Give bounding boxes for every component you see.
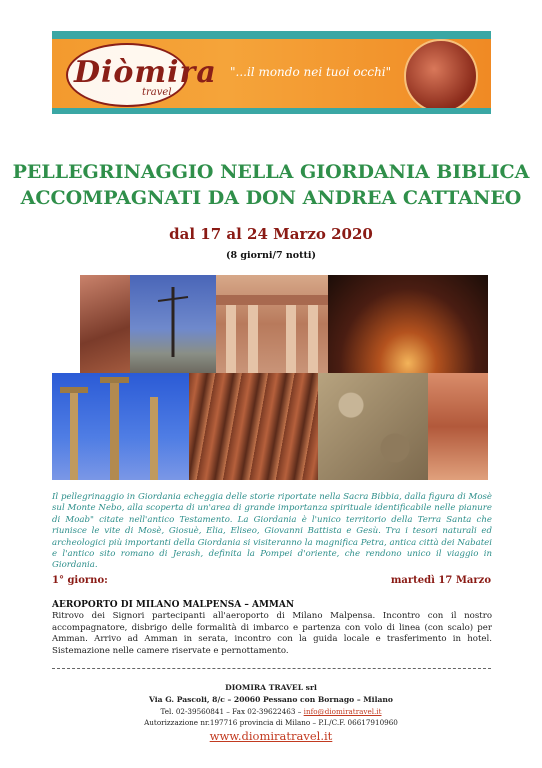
petra-tombs-photo bbox=[428, 373, 488, 480]
page-title-line1: PELLEGRINAGGIO NELLA GIORDANIA BIBLICA bbox=[12, 161, 530, 183]
trip-duration: (8 giorni/7 notti) bbox=[225, 250, 317, 261]
logo-text: Diòmira bbox=[74, 55, 217, 90]
header-banner bbox=[52, 31, 491, 114]
jerash-columns-photo bbox=[52, 373, 189, 480]
banner-bottom-band bbox=[52, 108, 491, 114]
page-title-line2: ACCOMPAGNATI DA DON ANDREA CATTANEO bbox=[20, 187, 522, 209]
trip-dates: dal 17 al 24 Marzo 2020 bbox=[169, 225, 373, 243]
day-heading: AEROPORTO DI MILANO MALPENSA – AMMAN bbox=[52, 600, 295, 610]
siq-rock-photo bbox=[189, 373, 318, 480]
petra-siq-photo bbox=[80, 275, 130, 373]
globe-icon bbox=[404, 39, 478, 113]
petra-by-night-photo bbox=[328, 275, 488, 373]
mount-nebo-cross-photo bbox=[130, 275, 216, 373]
day-header bbox=[52, 575, 491, 586]
cross-icon bbox=[130, 275, 216, 373]
day-date: martedì 17 Marzo bbox=[390, 575, 491, 586]
petra-treasury-columns-photo bbox=[216, 275, 328, 373]
logo-subtitle: travel bbox=[142, 87, 172, 98]
website-link[interactable]: www.diomiratravel.it bbox=[209, 729, 333, 743]
legal-info: Autorizzazione nr.197716 provincia di Milano – P.I./C.F. 06617910960 bbox=[144, 718, 398, 727]
day-description: Ritrovo dei Signori partecipanti all'aeroporto di Milano Malpensa. Incontro con il nostro accompagnatore, disbrigo delle formalità di imbarco e partenza con volo di linea (con scalo) per Amman. Arrivo ad Amman in serata, incontro con la guida locale e trasferimento in hotel. Sistemazione nelle camere riservate e pernottamento. bbox=[52, 611, 492, 656]
intro-paragraph: Il pellegrinaggio in Giordania echeggia delle storie riportate nella Sacra Bibbia, dalla figura di Mosè sul Monte Nebo, alla scoperta di un'area di grande importanza spirituale identificabile nelle pianure di Moab" citate nell'antico Testamento. La Giordania è l'unico territorio della Terra Santa che riunisce le vite di Mosè, Giosuè, Elia, Eliseo, Giovanni Battista e Gesù. Tra i tesori naturali ed archeologici più importanti della Giordania si visiteranno la magnifica Petra, antica città dei Nabatei e l'antico sito romano di Jerash, definita la Pompei d'oriente, che rendono unico il viaggio in Giordania. bbox=[52, 492, 492, 571]
day-label: 1° giorno: bbox=[52, 575, 108, 586]
mosaic-photo bbox=[318, 373, 428, 480]
slogan: "...il mondo nei tuoi occhi" bbox=[230, 65, 392, 79]
company-name: DIOMIRA TRAVEL srl bbox=[225, 683, 317, 692]
footer-divider bbox=[52, 668, 491, 669]
phone-fax: Tel. 02-39560841 – Fax 02-39622463 – bbox=[160, 707, 302, 716]
columns-icon bbox=[52, 373, 189, 480]
email-link[interactable]: info@diomiratravel.it bbox=[303, 707, 382, 716]
company-address: Via G. Pascoli, 8/c – 20060 Pessano con Bornago – Milano bbox=[149, 695, 393, 704]
banner-top-band bbox=[52, 31, 491, 39]
company-contact bbox=[0, 707, 542, 716]
columns-icon bbox=[216, 275, 328, 373]
